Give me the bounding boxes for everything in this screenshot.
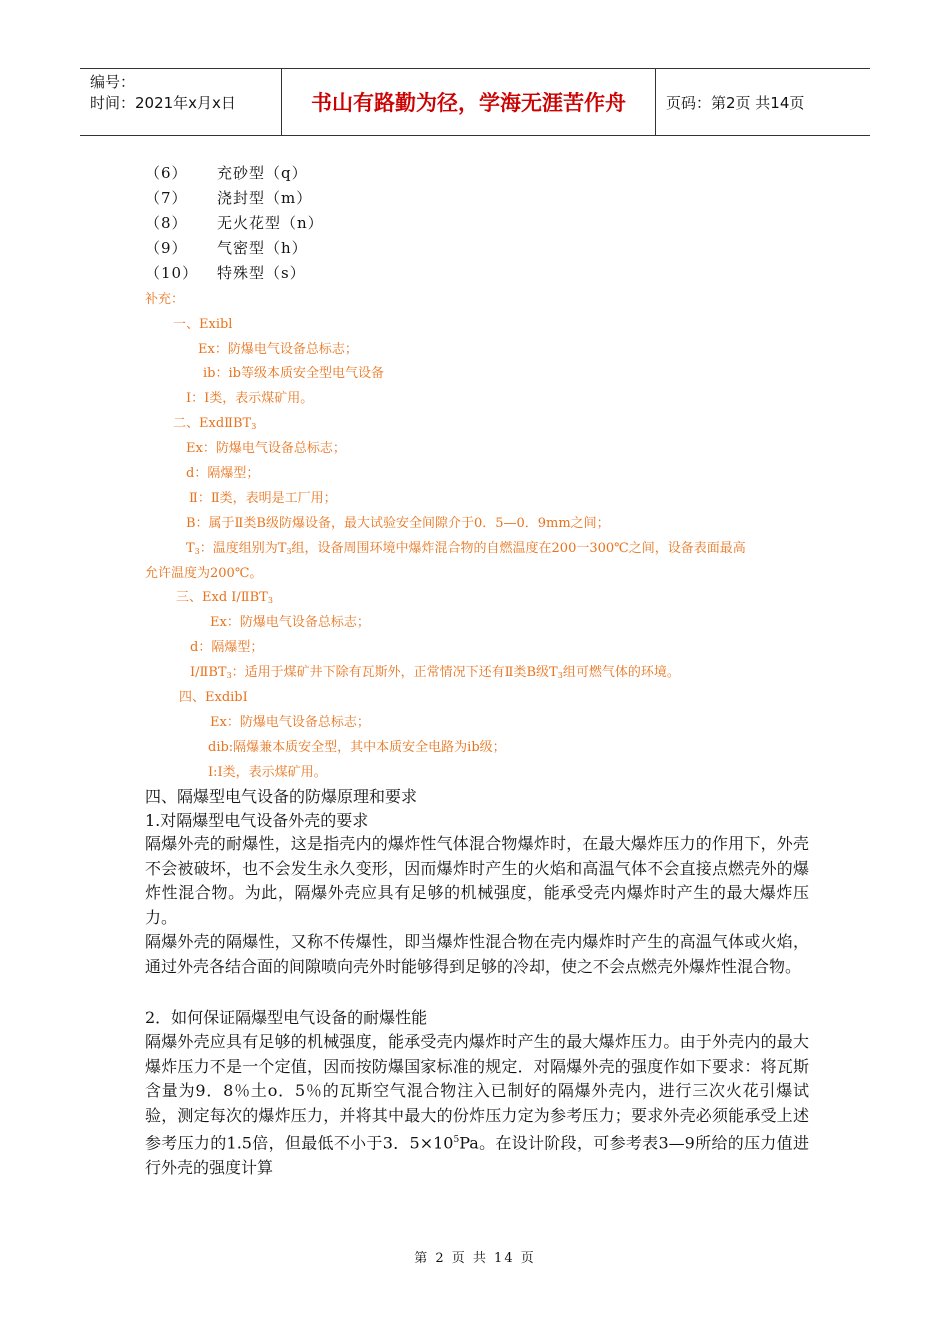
- list-item-text: 气密型（h）: [217, 239, 308, 257]
- section-sub1: 1.对隔爆型电气设备外壳的要求: [145, 811, 369, 830]
- supplement-s2-ii: Ⅱ：Ⅱ类，表明是工厂用；: [189, 491, 337, 506]
- list-item: [145, 262, 306, 283]
- paragraph-3: [145, 1030, 809, 1180]
- supplement-s4-dib: dib:隔爆兼本质安全型，其中本质安全电路为ib级；: [208, 740, 506, 755]
- supplement-s1-ib: ib：ib等级本质安全型电气设备: [203, 366, 384, 381]
- supplement-s2-ex: Ex：防爆电气设备总标志；: [186, 441, 346, 456]
- supplement-s1-title: 一、Exibl: [173, 317, 233, 332]
- supplement-s2-b: B：属于Ⅱ类B级防爆设备，最大试验安全间隙介于0．5—0．9mm之间；: [186, 516, 610, 531]
- t3-c: 组，设备周围环境中爆炸混合物的自燃温度在200一300℃之间，设备表面最高: [291, 541, 746, 556]
- list-item: [145, 187, 312, 208]
- page-header: [80, 68, 870, 136]
- supplement-s2-d: d：隔爆型；: [186, 466, 260, 481]
- list-item-number: （10）: [145, 264, 199, 282]
- supplement-s3-ex: Ex：防爆电气设备总标志；: [210, 615, 370, 630]
- number-label: 编号：: [90, 73, 136, 91]
- time-label: 时间：2021年x月x日: [90, 94, 236, 112]
- supplement-s4-ex: Ex：防爆电气设备总标志；: [210, 715, 370, 730]
- paragraph-1: 隔爆外壳的耐爆性，这是指壳内的爆炸性气体混合物爆炸时，在最大爆炸压力的作用下，外壳不会被破坏，也不会发生永久变形，因而爆炸时产生的火焰和高温气体不会直接点燃壳外的爆炸性混合物。为此，隔爆外壳应具有足够的机械强度，能承受壳内爆炸时产生的最大爆炸压力。: [145, 834, 809, 927]
- list-item-number: （6）: [145, 164, 188, 182]
- s3-i-b: ：适用于煤矿井下除有瓦斯外，正常情况下还有Ⅱ类B级T: [231, 665, 558, 680]
- s3-i-c: 组可燃气体的环境。: [562, 665, 680, 680]
- supplement-s3-title: [176, 586, 273, 605]
- section-title: 四、隔爆型电气设备的防爆原理和要求: [145, 787, 418, 806]
- s3-title-sub: 3: [267, 596, 273, 605]
- header-meta: [80, 69, 282, 135]
- supplement-s1-i: I：I类，表示煤矿用。: [186, 391, 314, 406]
- list-item-text: 特殊型（s）: [217, 264, 306, 282]
- s2-title-sub: 3: [251, 422, 257, 431]
- list-item-text: 无火花型（n）: [217, 214, 324, 232]
- supplement-s3-d: d：隔爆型；: [190, 640, 264, 655]
- supplement-s4-i: I:I类，表示煤矿用。: [208, 765, 327, 780]
- s3-i-sub: 3: [226, 671, 232, 680]
- s3-i-a: I/ⅡBT: [190, 665, 227, 680]
- t3-sub: 3: [286, 547, 292, 556]
- supplement-s2-title: [173, 412, 256, 431]
- s3-i-sub: 3: [557, 671, 563, 680]
- t3-b: ：温度组别为T: [199, 541, 287, 556]
- list-item-number: （8）: [145, 214, 188, 232]
- list-item: [145, 162, 308, 183]
- header-motto: 书山有路勤为径，学海无涯苦作舟: [282, 69, 656, 135]
- supplement-s1-ex: Ex：防爆电气设备总标志；: [198, 342, 358, 357]
- s3-title-text: 三、Exd I/ⅡBT: [176, 590, 268, 605]
- list-item-number: （7）: [145, 189, 188, 207]
- t3-a: T: [186, 541, 195, 556]
- header-page-info: 页码：第2页 共14页: [666, 93, 805, 112]
- list-item: [145, 212, 324, 233]
- exponent: 5: [453, 1135, 460, 1145]
- s2-title-text: 二、ExdⅡBT: [173, 416, 252, 431]
- supplement-title: 补充：: [145, 292, 185, 307]
- paragraph-2: 隔爆外壳的隔爆性，又称不传爆性，即当爆炸性混合物在壳内爆炸时产生的高温气体或火焰，通过外壳各结合面的间隙喷向壳外时能够得到足够的冷却，使之不会点燃壳外爆炸性混合物。: [145, 932, 809, 976]
- supplement-s4-title: 四、ExdibI: [179, 690, 248, 705]
- supplement-s2-t3: [186, 537, 746, 556]
- section-sub2: 2．如何保证隔爆型电气设备的耐爆性能: [145, 1008, 428, 1027]
- paragraph-3-tail: Pa。在设计阶段，可参考表3—9所给的压力值进行外壳的强度计算: [145, 1133, 809, 1177]
- supplement-s3-i: [190, 661, 680, 680]
- list-item-text: 充砂型（q）: [217, 164, 308, 182]
- supplement-s2-t3-cont: 允许温度为200℃。: [145, 566, 263, 581]
- paragraph-3-text: 隔爆外壳应具有足够的机械强度，能承受壳内爆炸时产生的最大爆炸压力。由于外壳内的最大爆炸压力不是一个定值，因而按防爆国家标准的规定．对隔爆外壳的强度作如下要求：将瓦斯含量为9．8％土o．5％的瓦斯空气混合物注入已制好的隔爆外壳内，进行三次火花引爆试验，测定每次的爆炸压力，并将其中最大的份炸压力定为参考压力；要求外壳必须能承受上述参考压力的1.5倍，但最低不小于3．5×10: [145, 1032, 809, 1153]
- list-item: [145, 237, 308, 258]
- list-item-text: 浇封型（m）: [217, 189, 313, 207]
- list-item-number: （9）: [145, 239, 188, 257]
- t3-sub: 3: [194, 547, 200, 556]
- page-footer: 第 2 页 共 14 页: [414, 1251, 536, 1266]
